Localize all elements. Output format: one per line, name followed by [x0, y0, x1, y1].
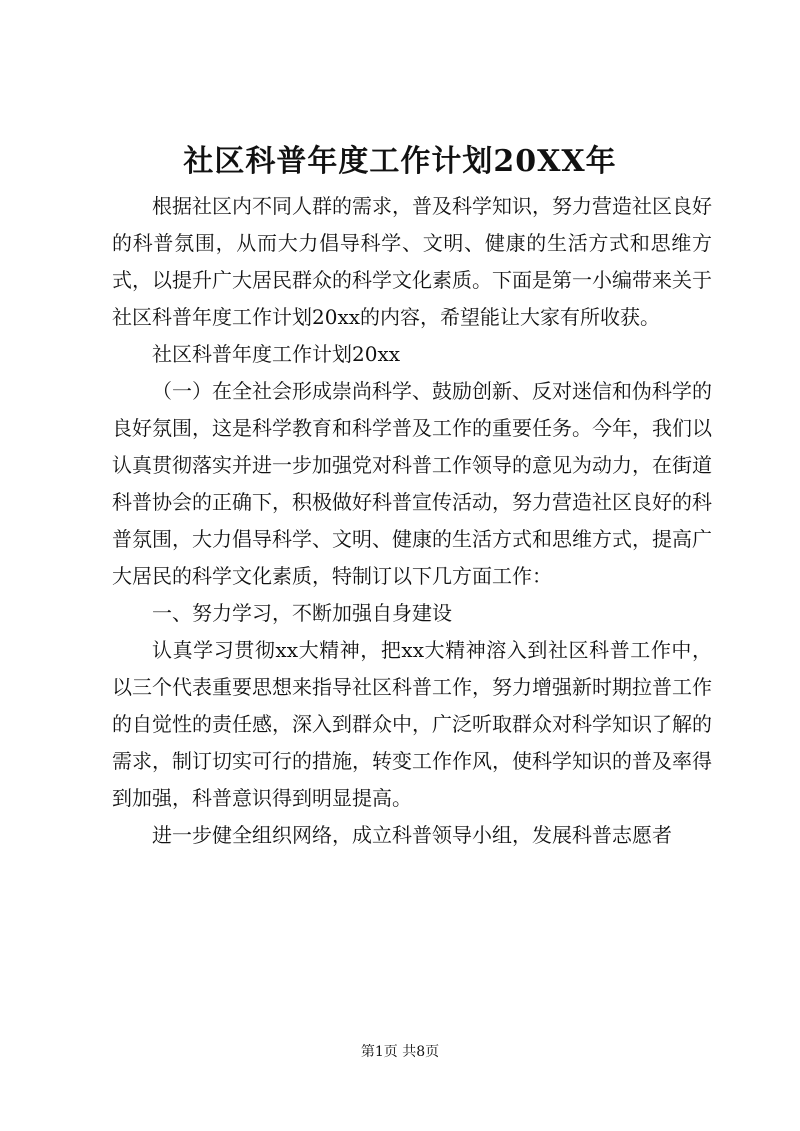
paragraph-study-detail: 认真学习贯彻xx大精神，把xx大精神溶入到社区科普工作中，以三个代表重要思想来指导社区科普工作，努力增强新时期拉普工作的自觉性的责任感，深入到群众中，广泛听取群众对科学知识了解的需求，制订切实可行的措施，转变工作作风，使科学知识的普及率得到加强，科普意识得到明显提高。 — [112, 638, 712, 810]
document-title: 社区科普年度工作计划20XX年 — [183, 144, 617, 179]
paragraph-section-one-intro: （一）在全社会形成崇尚科学、鼓励创新、反对迷信和伪科学的良好氛围，这是科学教育和科学普及工作的重要任务。今年，我们以认真贯彻落实并进一步加强党对科普工作领导的意见为动力，在街道科普协会的正确下，积极做好科普宣传活动，努力营造社区良好的科普氛围，大力倡导科学、文明、健康的生活方式和思维方式，提高广大居民的科学文化素质，特制订以下几方面工作： — [112, 379, 712, 588]
page-footer: 第1页 共8页 — [360, 1044, 440, 1060]
document-body — [112, 188, 712, 854]
paragraph-subtitle: 社区科普年度工作计划20xx — [152, 342, 401, 366]
paragraph-organization: 进一步健全组织网络，成立科普领导小组，发展科普志愿者 — [152, 823, 672, 847]
paragraph-heading-study: 一、努力学习，不断加强自身建设 — [152, 601, 452, 625]
paragraph-intro: 根据社区内不同人群的需求，普及科学知识，努力营造社区良好的科普氛围，从而大力倡导科学、文明、健康的生活方式和思维方式，以提升广大居民群众的科学文化素质。下面是第一小编带来关于社区科普年度工作计划20xx的内容，希望能让大家有所收获。 — [112, 194, 712, 329]
